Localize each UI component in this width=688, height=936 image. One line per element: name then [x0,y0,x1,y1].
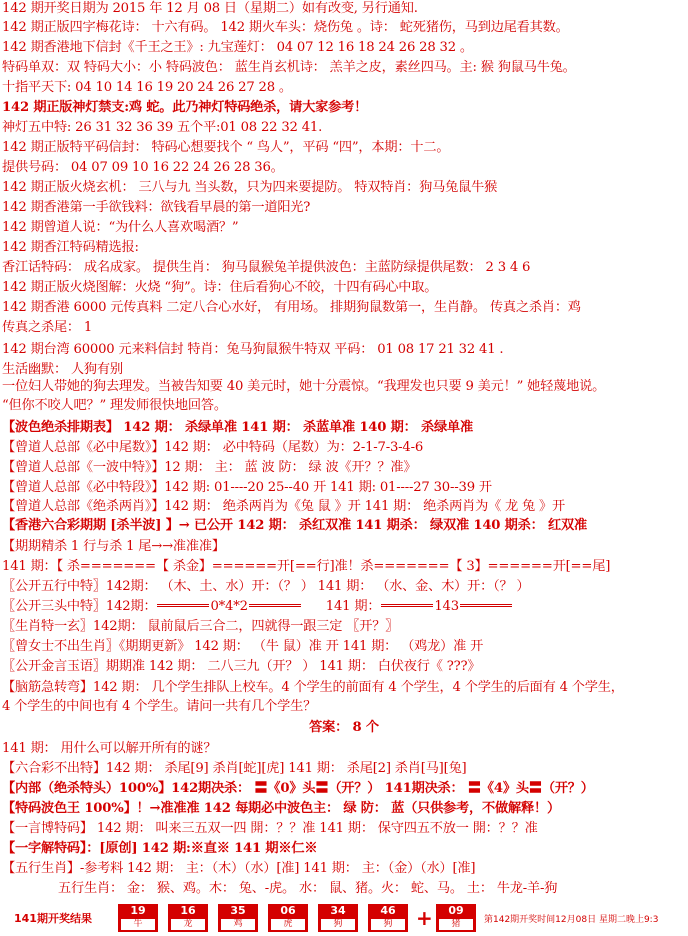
text-line: 【曾道人总部《必中特段》】142 期: 01----20 25--40 开 141 期: 01----27 30--39 开 [2,480,492,495]
text-line: 142 期香港 6000 元传真料 二定八合心水好， 有用场。 排期狗鼠数第一，生肖静。 传真之杀肖：鸡 [2,300,581,315]
result-ball [218,904,258,932]
text-line: 【六合彩不出特】142 期： 杀尾[9] 杀肖[蛇][虎] 141 期： 杀尾[2] 杀肖[马][兔] [2,761,467,776]
answer-line: 答案： 8 个 [309,720,379,735]
ball-number: 06 [280,904,296,917]
heads-line [2,598,513,616]
text-line: 特码单双：双 特码大小：小 特码波色： 蓝生肖玄机诗： 羔羊之皮，素丝四马。主: 猴 狗鼠马牛兔。 [2,60,576,75]
text-line: 提供号码： 04 07 09 10 16 22 24 26 28 36。 [2,160,284,175]
text-line: 【曾道人总部《必中尾数》】142 期： 必中特码（尾数）为：2-1-7-3-4-6 [2,440,424,455]
heads-label: 〖公开三头中特〗142期： [2,599,157,614]
heads-right-code: 143 [434,599,459,614]
text-line: 生活幽默： 人狗有别 [2,362,123,377]
text-line: 【曾道人总部《一波中特》】12 期： 主： 蓝 波 防： 绿 波《开？？准》 [2,460,417,475]
heads-mid: 141 期： [325,599,381,614]
ball-zodiac: 狗 [370,918,406,931]
result-ball [318,904,358,932]
text-line: 142 期正版火烧玄机： 三八与九 当头数，只为四来要提防。 特双特肖：狗马兔鼠牛猴 [2,180,498,195]
ball-zodiac: 虎 [270,918,306,931]
draw-result-label: 141期开奖结果 [14,912,92,925]
ball-number: 35 [230,904,246,917]
divider-bar [381,604,433,610]
ball-zodiac: 牛 [120,918,156,931]
ball-number: 09 [448,904,464,917]
text-line: 〖公开金言玉语〗期期准 142 期： 二八三九（开？ ） 141 期： 白伏夜行《 ???》 [2,659,481,674]
text-line: 【香港六合彩期期 [杀半波] 】→ 已公开 142 期： 杀红双准 141 期杀： 绿双准 140 期杀： 红双准 [2,518,587,533]
text-line: 142 期香港第一手欲钱料：欲钱看早晨的第一道阳光? [2,200,311,215]
ball-number: 19 [130,904,146,917]
text-line: 神灯五中特: 26 31 32 36 39 五个平:01 08 22 32 41. [2,120,323,135]
text-line: 4 个学生的中间也有 4 个学生。请问一共有几个学生？ [2,699,317,714]
ball-zodiac: 鸡 [220,918,256,931]
text-line: 【曾道人总部《绝杀两肖》】142 期： 绝杀两肖为《兔 鼠 》开 141 期： 绝杀两肖为《 龙 兔 》开 [2,499,565,514]
text-line: 〖生肖特一玄〗142期： 鼠前鼠后三合二，四就得一跟三定 〖开？〗 [2,619,399,634]
text-line: 传真之杀尾： 1 [2,320,93,335]
text-line: 【一字解特码】：[原创] 142 期:※直※ 141 期※仁※ [2,841,318,856]
result-ball [368,904,408,932]
text-line: 【内部（绝杀特头）100%】142期决杀： 〓《0》头〓（开？） 141期决杀： 〓《4》头〓（开？） [2,781,594,796]
text-line: 【五行生肖】-参考料 142 期： 主：（木）（水）[准] 141 期： 主：（金）（水）[准] [2,861,476,876]
result-ball [268,904,308,932]
ball-zodiac: 龙 [170,918,206,931]
text-line: 香江话特码： 成名成家。 提供生肖： 狗马鼠猴兔羊提供波色：主蓝防绿提供尾数： 2 3 4 6 [2,260,531,275]
text-line: 【特码波色王 100%】！→准准准 142 每期必中波色主： 绿 防： 蓝（只供参考，不做解释！） [2,801,560,816]
text-line: 142 期台湾 60000 元来料信封 特肖：兔马狗鼠猴牛特双 平码： 01 08 17 21 32 41 . [2,342,504,357]
divider-bar [460,604,512,610]
text-line: 【期期精杀 1 行与杀 1 尾→→准准准】 [2,539,225,554]
text-line: 142 期正版特平码信封： 特码心想要找个 “ 鸟人”，平码 “四”，本期：十二。 [2,140,450,155]
text-line: 142 期香江特码精选报: [2,240,139,255]
text-line: 五行生肖： 金： 猴、鸡。木： 兔、-虎。 水： 鼠、猪。火： 蛇、马。 土： 牛龙-羊-狗 [58,881,558,896]
draw-result-footer [0,900,688,936]
divider-bar [157,604,209,610]
ball-number: 46 [380,904,396,917]
special-ball [436,904,476,932]
text-line: 【一言博特码】 142 期： 叫来三五双一四 開：？？准 141 期： 保守四五不放一 開：？？准 [2,821,538,836]
text-line: 〖曾女士不出生肖〗《期期更新》 142 期： （牛 鼠）准 开 141 期： （鸡龙）准 开 [2,639,484,654]
text-line: 142 期曾道人说：“为什么人喜欢喝酒？” [2,220,239,235]
text-line: 一位妇人带她的狗去理发。当被告知要 40 美元时，她十分震惊。“我理发也只要 9 美元！” 她轻蔑地说。 [2,379,606,394]
ball-number: 34 [330,904,346,917]
ball-zodiac: 猪 [438,918,474,931]
result-ball [168,904,208,932]
text-line: 十指平天下: 04 10 14 16 19 20 24 26 27 28 。 [2,80,292,95]
next-draw-note: 第142期开奖时间12月08日 星期二晚上9:3 [484,915,659,925]
text-line: 141 期：【 杀=======【 杀金】======开[==行]准！杀=======【 3】======开[==尾] [2,559,611,574]
ball-number: 16 [180,904,196,917]
text-line: 〖公开五行中特〗142期： （木、土、水）开：（？ ） 141 期： （水、金、木）开：（？ ） [2,579,530,594]
text-line: “但你不咬人吧？” 理发师很快地回答。 [2,398,227,413]
result-ball [118,904,158,932]
text-line: 【脑筋急转弯】142 期： 几个学生排队上校车。4 个学生的前面有 4 个学生，4 个学生的后面有 4 个学生， [2,680,624,695]
ball-zodiac: 狗 [320,918,356,931]
text-line: 142 期正版四字梅花诗： 十六有码。 142 期火车头：烧伤兔 。诗： 蛇死猪伤，马到边尾看其数。 [2,20,569,35]
text-line: 142 期开奖日期为 2015 年 12 月 08 日（星期二）如有改变, 另行通知. [2,1,418,16]
plus-sign: + [416,906,433,930]
heads-left-code: 0*4*2 [210,599,248,614]
text-line: 141 期： 用什么可以解开所有的谜？ [2,741,217,756]
divider-bar [249,604,301,610]
text-line: 142 期香港地下信封《千王之王》: 九宝莲灯： 04 07 12 16 18 24 26 28 32 。 [2,40,473,55]
text-line: 142 期正版神灯禁支:鸡 蛇。此乃神灯特码绝杀，请大家参考！ [2,100,368,115]
text-line: 【波色绝杀排期表】 142 期： 杀绿单准 141 期： 杀蓝单准 140 期： 杀绿单准 [2,420,473,435]
text-line: 142 期正版火烧图解：火烧 “狗”。诗：住后看狗心不皎，十四有码心中取。 [2,280,438,295]
